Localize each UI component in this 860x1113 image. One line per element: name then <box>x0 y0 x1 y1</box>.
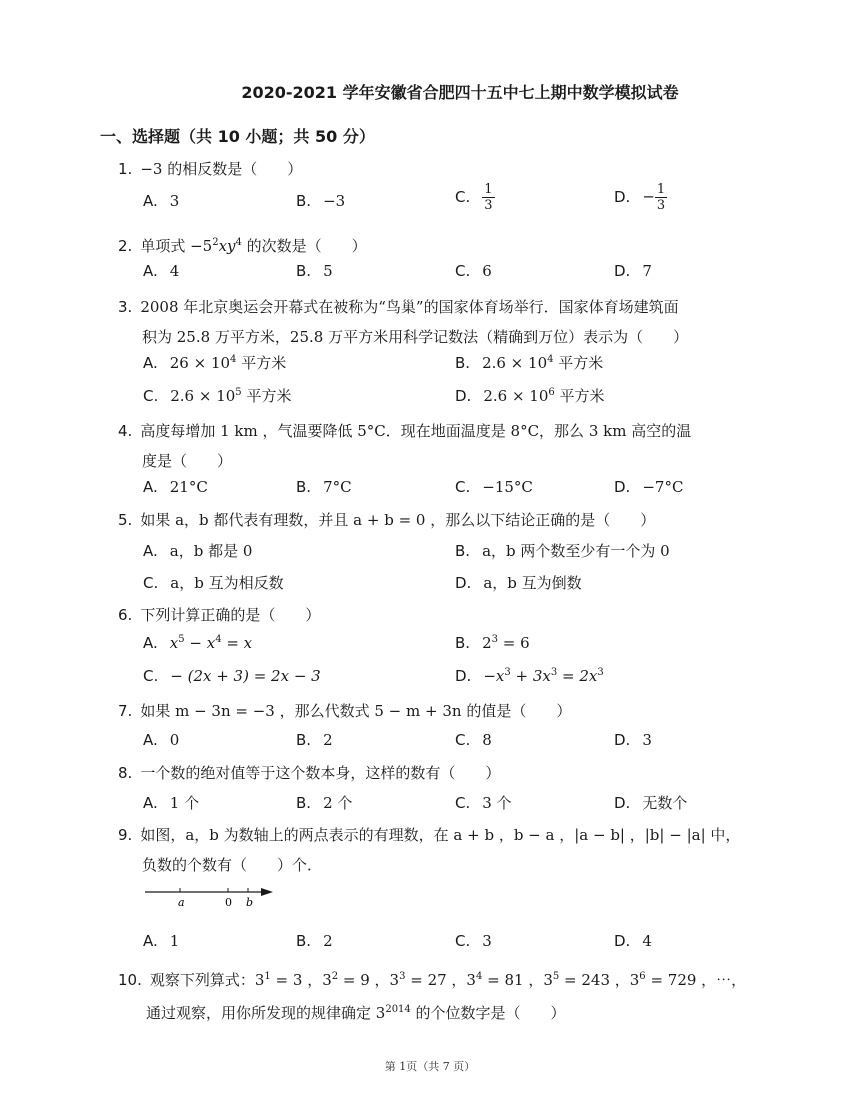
option-c: C. 3 个 <box>455 794 512 812</box>
option-b: B. a，b 两个数至少有一个为 0 <box>455 542 670 560</box>
option-b: B. 5 <box>296 262 333 280</box>
option-c: C. a，b 互为相反数 <box>143 574 284 592</box>
option-d: D. $2.6 \times 10^6$ 平方米 <box>455 387 605 405</box>
option-b: B. 2 个 <box>296 794 353 812</box>
option-b: B. $2^3 = 6$ <box>455 634 530 652</box>
option-b: B. 2 <box>296 731 333 749</box>
option-c: C. 3 <box>455 932 492 950</box>
option-b: B. 7°C <box>296 478 352 496</box>
question-6: 6. 下列计算正确的是（ ） <box>118 606 321 624</box>
question-2: 2. 单项式 $-5^2xy^4$ 的次数是（ ） <box>118 237 367 255</box>
option-d: D. 4 <box>614 932 652 950</box>
section-heading: 一、选择题（共 10 小题；共 50 分） <box>100 127 375 146</box>
question-4: 4. 高度每增加 1 km ，气温要降低 5°C．现在地面温度是 8°C，那么 3 km 高空的温 度是（ ） <box>118 422 692 470</box>
option-c: C. $2.6 \times 10^5$ 平方米 <box>143 387 292 405</box>
option-a: A. 4 <box>143 262 180 280</box>
question-1 <box>118 154 778 184</box>
option-c: C. 8 <box>455 731 492 749</box>
number-line-figure <box>145 884 285 910</box>
option-a: A. 21°C <box>143 478 208 496</box>
option-d: D. 无数个 <box>614 794 688 812</box>
option-a: A. 0 <box>143 731 180 749</box>
option-d: D. −7°C <box>614 478 684 496</box>
question-5: 5. 如果 a，b 都代表有理数，并且 a + b = 0 ，那么以下结论正确的是（ ） <box>118 511 656 529</box>
option-c: C. $\frac{1}{3}$ <box>455 182 493 213</box>
question-3: 3. 2008 年北京奥运会开幕式在被称为“鸟巢”的国家体育场举行．国家体育场建筑面 积为 25.8 万平方米，25.8 万平方米用科学记数法（精确到万位）表示为（ ） <box>118 298 689 346</box>
option-c: C. − (2x + 3) = 2x − 3 <box>143 667 321 685</box>
question-stem: −3 的相反数是（ ） <box>140 160 303 178</box>
label-a: a <box>178 896 185 909</box>
option-a: A. a，b 都是 0 <box>143 542 253 560</box>
option-d: D. a，b 互为倒数 <box>455 574 582 592</box>
option-c: C. −15°C <box>455 478 533 496</box>
option-a: A. 3 <box>143 192 180 210</box>
page-footer: 第 1页（共 7 页） <box>384 1060 476 1073</box>
option-a: A. $x^5 - x^4 = x$ <box>143 634 253 652</box>
option-a: A. 1 个 <box>143 794 200 812</box>
option-d: D. 7 <box>614 262 652 280</box>
option-b: B. $2.6 \times 10^4$ 平方米 <box>455 354 604 372</box>
question-number: 1. <box>118 160 133 178</box>
question-8: 8. 一个数的绝对值等于这个数本身，这样的数有（ ） <box>118 764 501 782</box>
label-0: 0 <box>225 896 232 909</box>
option-d: D. 3 <box>614 731 652 749</box>
page-title: 2020-2021 学年安徽省合肥四十五中七上期中数学模拟试卷 <box>241 83 679 102</box>
arrow-icon <box>261 888 273 896</box>
option-a: A. 1 <box>143 932 180 950</box>
option-d: D. − $\frac{1}{3}$ <box>614 182 666 213</box>
option-b: B. −3 <box>296 192 346 210</box>
option-b: B. 2 <box>296 932 333 950</box>
option-a: A. $26 \times 10^4$ 平方米 <box>143 354 287 372</box>
question-9: 9. 如图，a，b 为数轴上的两点表示的有理数，在 a + b ，b − a ，|a − b| ，|b| − |a| 中， 负数的个数有（ ）个． <box>118 826 741 874</box>
question-7: 7. 如果 m − 3n = −3 ，那么代数式 5 − m + 3n 的值是（ ） <box>118 702 572 720</box>
question-10: 10. 观察下列算式：$3^1 = 3$ ，$3^2 = 9$ ，$3^3 = 27$ ，$3^4 = 81$ ，$3^5 = 243$ ，$3^6 = 729$ ，⋯， 通过观察，用你所发现的规律确定 $3^{2014}$ 的个位数字是（ ） <box>118 971 747 1022</box>
option-c: C. 6 <box>455 262 492 280</box>
option-d: D. $-x^3 + 3x^3 = 2x^3$ <box>455 667 604 685</box>
label-b: b <box>246 896 254 909</box>
